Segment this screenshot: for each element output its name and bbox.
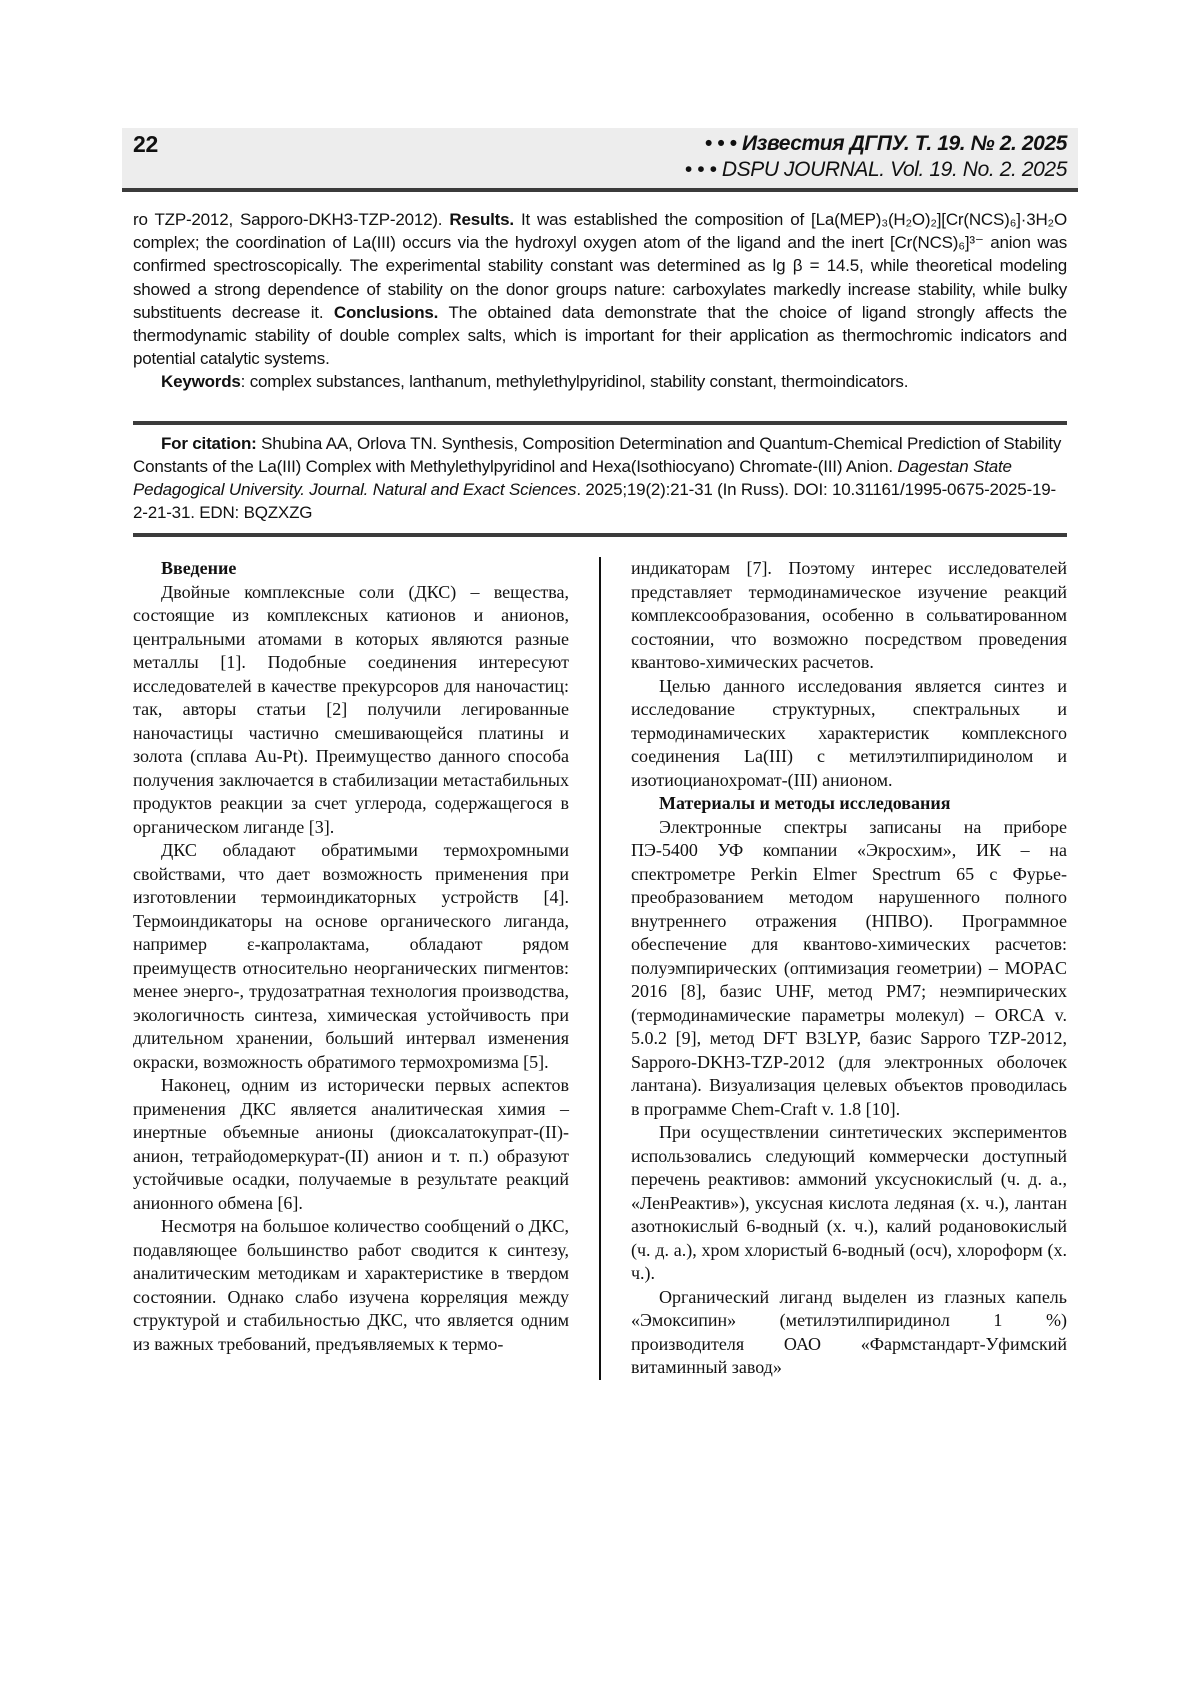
page-content	[133, 208, 1067, 1380]
column-divider	[599, 557, 601, 1380]
left-paragraph-4: Несмотря на большое количество сообщений о ДКС, подавляющее большинство работ сводится к синтезу, аналитическим методикам и характеристике в твердом состоянии. Однако слабо изучена корреляция между структурой и стабильностью ДКС, что является одним из важных требований, предъявляемых к термо-	[133, 1216, 569, 1354]
section-heading-methods: Материалы и методы исследования	[659, 793, 951, 814]
left-column	[133, 557, 569, 1380]
left-paragraph-3: Наконец, одним из исторически первых аспектов применения ДКС является аналитическая химия – инертные объемные анионы (диоксалатокупрат-(II)-анион, тетрайодомеркурат-(II) анион и т. п.) образуют устойчивые осадки, получаемые в результате реакций анионного обмена [6].	[133, 1075, 569, 1213]
keywords-line: Keywords: complex substances, lanthanum, methylethylpyridinol, stability constant, thermoindicators.	[161, 372, 909, 392]
section-heading-introduction: Введение	[161, 558, 237, 579]
citation-text: For citation: Shubina AA, Orlova TN. Synthesis, Composition Determination and Quantum-Chemical Prediction of Stability Constants of the La(III) Complex with Methylethylpyridinol and Hexa(Isothiocyano) Chromate-(III) Anion. Dagestan State Pedagogical University. Journal. Natural and Exact Sciences. 2025;19(2):21-31 (In Russ). DOI: 10.31161/1995-0675-2025-19-2-21-31. EDN: BQZXZG	[133, 433, 1062, 523]
citation-section	[133, 432, 1067, 525]
right-paragraph-3: Электронные спектры записаны на приборе ПЭ-5400 УФ компании «Экросхим», ИК – на спектрометре Perkin Elmer Spectrum 65 с Фурье-преобразованием методом нарушенного полного внутреннего отражения (НПВО). Программное обеспечение для квантово-химических расчетов: полуэмпирических (оптимизация геометрии) – MOPAC 2016 [8], базис UHF, метод PM7; неэмпирических (термодинамические параметры молекул) – ORCA v. 5.0.2 [9], метод DFT B3LYP, базис Sapporo TZP-2012, Sapporo-DKH3-TZP-2012 (для электронных оболочек лантана). Визуализация целевых объектов проводилась в программе Chem-Craft v. 1.8 [10].	[631, 816, 1067, 1119]
article-body	[133, 557, 1067, 1380]
right-paragraph-1: индикаторам [7]. Поэтому интерес исследователей представляет термодинамическое изучение реакций комплексообразования, особенно в сольватированном состоянии, что возможно посредством проведения квантово-химических расчетов.	[631, 558, 1067, 673]
right-paragraph-4: При осуществлении синтетических экспериментов использовались следующий коммерчески доступный перечень реактивов: аммоний уксуснокислый (ч. д. а., «ЛенРеактив»), уксусная кислота ледяная (х. ч.), лантан азотнокислый 6-водный (х. ч.), калий родановокислый (ч. д. а.), хром хлористый 6-водный (осч), хлороформ (х. ч.).	[631, 1122, 1067, 1284]
right-column	[631, 557, 1067, 1380]
right-paragraph-5: Органический лиганд выделен из глазных капель «Эмоксипин» (метилэтилпиридинол 1 %) производителя ОАО «Фармстандарт-Уфимский витаминный завод»	[631, 1286, 1067, 1378]
keywords-section	[133, 370, 1067, 393]
page-header	[122, 128, 1078, 192]
journal-title-block	[685, 131, 1067, 183]
abstract-section	[133, 208, 1067, 370]
citation-block	[133, 421, 1067, 538]
left-paragraph-1: Двойные комплексные соли (ДКС) – вещества, состоящие из комплексных катионов и анионов, центральными атомами в которых являются разные металлы [1]. Подобные соединения интересуют исследователей в качестве прекурсоров для наночастиц: так, авторы статьи [2] получили легированные наночастицы частично смешивающейся платины и золота (сплава Au-Pt). Преимущество данного способа получения заключается в стабилизации метастабильных продуктов реакции за счет углерода, содержащегося в органическом лиганде [3].	[133, 581, 569, 837]
journal-title-russian: • • • Известия ДГПУ. Т. 19. № 2. 2025	[704, 132, 1067, 155]
left-paragraph-2: ДКС обладают обратимыми термохромными свойствами, что дает возможность применения при изготовлении термоиндикаторных устройств [4]. Термоиндикаторы на основе органического лиганда, например ε-капролактама, обладают рядом преимуществ относительно неорганических пигментов: менее энерго-, трудозатратная технология производства, экологичность синтеза, химическая устойчивость при длительном хранении, больший интервал изменения окраски, возможность обратимого термохромизма [5].	[133, 840, 569, 1072]
abstract-text: ro TZP-2012, Sapporo-DKH3-TZP-2012). Results. It was established the composition of [La(MEP)₃(H₂O)₂][Cr(NCS)₆]·3H₂O complex; the coordination of La(III) occurs via the hydroxyl oxygen atom of the ligand and the inert [Cr(NCS)₆]³⁻ anion was confirmed spectroscopically. The experimental stability constant was determined as lg β = 14.5, while theoretical modeling showed a strong dependence of stability on the donor groups nature: carboxylates markedly increase stability, while bulky substituents decrease it. Conclusions. The obtained data demonstrate that the choice of ligand strongly affects the thermodynamic stability of double complex salts, which is important for their application as thermochromic indicators and potential catalytic systems.	[133, 210, 1067, 369]
journal-title-english: • • • DSPU JOURNAL. Vol. 19. No. 2. 2025	[684, 158, 1067, 181]
right-paragraph-2: Целью данного исследования является синтез и исследование структурных, спектральных и термодинамических характеристик комплексного соединения La(III) с метилэтилпиридинолом и изотиоцианохромат-(III) анионом.	[631, 675, 1067, 790]
page-number: 22	[133, 131, 158, 157]
